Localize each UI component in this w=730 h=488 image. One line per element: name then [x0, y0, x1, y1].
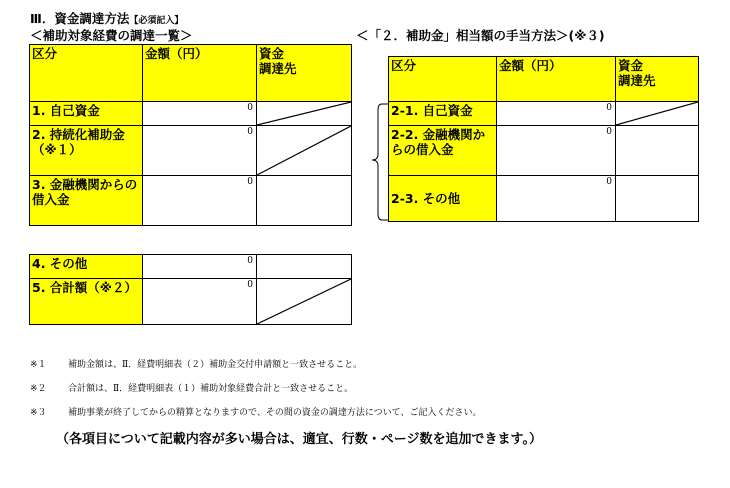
section-title-text: Ⅲ．資金調達方法 [30, 11, 130, 26]
table-row [30, 279, 352, 325]
header-source [616, 57, 699, 102]
table-row [30, 255, 352, 279]
row-label: 4. その他 [30, 255, 143, 279]
footnote-text: 補助事業が終了してからの精算となりますので、その間の資金の調達方法について、ご記入ください。 [68, 408, 482, 418]
funding-table [29, 44, 352, 226]
footnote [30, 405, 481, 418]
table-row [389, 102, 699, 126]
row-label-text: 2-3. その他 [391, 191, 461, 206]
amount-field[interactable]: 0 [497, 176, 616, 222]
amount-field[interactable]: 0 [143, 126, 257, 176]
footnote [30, 381, 353, 394]
source-field[interactable] [616, 126, 699, 176]
source-field[interactable] [257, 255, 352, 279]
left-table-heading: ＜補助対象経費の調達一覧＞ [30, 28, 193, 43]
row-label: 1. 自己資金 [30, 102, 143, 126]
header-source [257, 45, 352, 102]
header-category: 区分 [30, 45, 143, 102]
source-field[interactable] [616, 176, 699, 222]
source-field[interactable] [257, 176, 352, 226]
table-row [30, 126, 352, 176]
table-row [30, 176, 352, 226]
header-amount: 金額（円） [143, 45, 257, 102]
source-field-disabled [257, 102, 352, 126]
brace-connector [352, 98, 390, 228]
header-source-line2: 調達先 [259, 61, 297, 76]
header-source-line1: 資金 [259, 46, 285, 61]
footnote-mark: ※２ [30, 384, 47, 394]
subsidy-coverage-table [388, 56, 699, 222]
row-label: 5. 合計額（※２） [30, 279, 143, 325]
amount-field[interactable]: 0 [143, 255, 257, 279]
header-source-line2: 調達先 [618, 73, 656, 88]
table-row [389, 176, 699, 222]
table-header-row [389, 57, 699, 102]
table-row [389, 126, 699, 176]
row-label: 2-2. 金融機関からの借入金 [389, 126, 497, 176]
source-field-disabled [257, 279, 352, 325]
footnote-mark: ※３ [30, 408, 47, 418]
header-source-line1: 資金 [618, 58, 644, 73]
amount-field[interactable]: 0 [143, 279, 257, 325]
row-label: 2-1. 自己資金 [389, 102, 497, 126]
source-field-disabled [257, 126, 352, 176]
header-amount: 金額（円） [497, 57, 616, 102]
funding-table-totals [29, 254, 352, 325]
amount-field[interactable]: 0 [497, 102, 616, 126]
header-category: 区分 [389, 57, 497, 102]
amount-field[interactable]: 0 [143, 176, 257, 226]
section-title [30, 9, 183, 27]
required-badge: 【必須記入】 [129, 16, 184, 26]
table-header-row [30, 45, 352, 102]
amount-field[interactable]: 0 [497, 126, 616, 176]
footnote-mark: ※１ [30, 360, 47, 370]
table-row [30, 102, 352, 126]
row-label: 2. 持続化補助金（※１） [30, 126, 143, 176]
row-label [389, 176, 497, 222]
bottom-note: （各項目について記載内容が多い場合は、適宜、行数・ページ数を追加できます。） [56, 432, 542, 447]
footnote-text: 補助金額は、Ⅱ．経費明細表（２）補助金交付申請額と一致させること。 [68, 360, 363, 370]
amount-field[interactable]: 0 [143, 102, 257, 126]
row-label: 3. 金融機関からの借入金 [30, 176, 143, 226]
footnote [30, 357, 362, 370]
footnote-text: 合計額は、Ⅱ．経費明細表（１）補助対象経費合計と一致させること。 [68, 384, 354, 394]
source-field-disabled [616, 102, 699, 126]
right-table-heading: ＜「２．補助金」相当額の手当方法＞(※３) [356, 28, 605, 43]
